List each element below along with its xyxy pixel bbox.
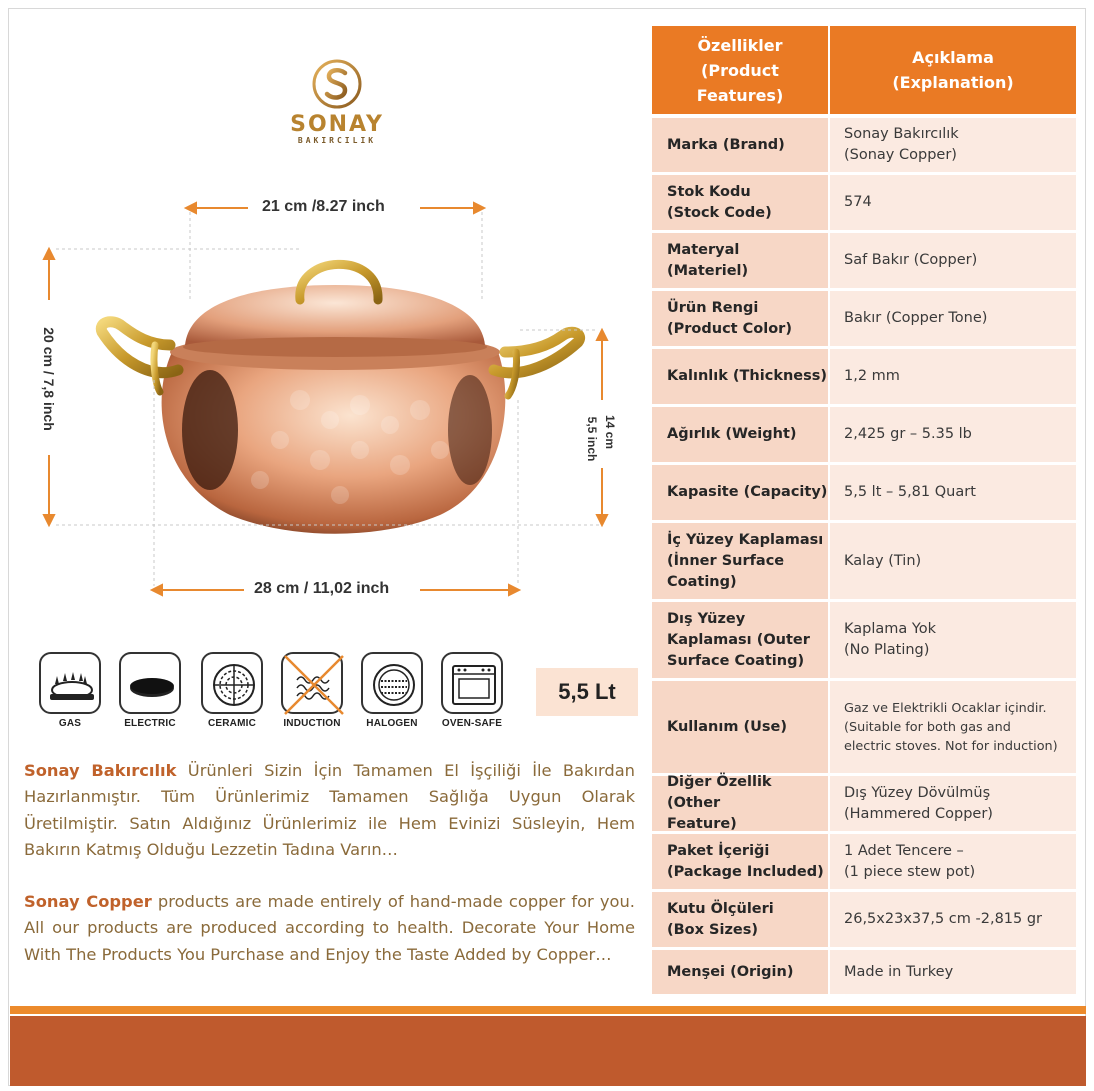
table-row bbox=[652, 465, 1076, 520]
table-row bbox=[652, 523, 1076, 599]
table-row bbox=[652, 776, 1076, 831]
gas-label: GAS bbox=[58, 718, 82, 729]
spec-table-rows bbox=[652, 118, 1076, 997]
row-value: 574 bbox=[844, 194, 872, 210]
row-key: Kalınlık (Thickness) bbox=[667, 368, 828, 384]
row-key: Kutu Ölçüleri (Box Sizes) bbox=[667, 900, 774, 938]
oven-safe-icon-box bbox=[440, 652, 504, 729]
description-en-text: products are made entirely of hand-made copper for you. All our products are produced according to health. Decorate Your Home With The Products You Purchase and Enjoy the Taste Added by Copper… bbox=[24, 892, 635, 964]
header-explanation: Açıklama (Explanation) bbox=[830, 26, 1076, 114]
row-key: Ağırlık (Weight) bbox=[667, 426, 797, 442]
row-value: 5,5 lt – 5,81 Quart bbox=[844, 484, 976, 500]
row-value: 1,2 mm bbox=[844, 368, 900, 384]
row-value: Gaz ve Elektrikli Ocaklar içindir. (Suitable for both gas and electric stoves. Not for induction) bbox=[844, 700, 1058, 754]
ceramic-icon bbox=[203, 654, 265, 716]
row-value: Made in Turkey bbox=[844, 963, 954, 980]
footer-accent-line bbox=[10, 1006, 1086, 1014]
oven-safe-icon bbox=[443, 654, 505, 716]
header-features: Özellikler (Product Features) bbox=[652, 26, 828, 114]
oven-safe-label: OVEN-SAFE bbox=[441, 718, 503, 729]
row-key: Diğer Özellik (Other Feature) bbox=[667, 774, 772, 832]
row-value: Dış Yüzey Dövülmüş (Hammered Copper) bbox=[844, 784, 993, 822]
body-height-cm-label: 14 cm bbox=[603, 414, 617, 450]
gas-icon-box bbox=[38, 652, 102, 729]
electric-icon-box bbox=[118, 652, 182, 729]
table-row bbox=[652, 407, 1076, 462]
row-value: Bakır (Copper Tone) bbox=[844, 310, 988, 326]
logo-subtitle: BAKIRCILIK bbox=[297, 136, 377, 145]
table-row bbox=[652, 681, 1076, 773]
spec-table-header bbox=[652, 26, 1076, 114]
electric-label: ELECTRIC bbox=[124, 718, 176, 729]
row-key: Kullanım (Use) bbox=[667, 718, 787, 735]
row-key: Stok Kodu (Stock Code) bbox=[667, 183, 772, 221]
table-row bbox=[652, 291, 1076, 346]
description-en-brand: Sonay Copper bbox=[24, 892, 152, 911]
footer-bar bbox=[10, 1016, 1086, 1086]
halogen-icon bbox=[363, 654, 425, 716]
row-value: 26,5x23x37,5 cm -2,815 gr bbox=[844, 911, 1043, 927]
table-row bbox=[652, 602, 1076, 678]
table-row bbox=[652, 349, 1076, 404]
description-turkish bbox=[24, 758, 635, 863]
row-key: Menşei (Origin) bbox=[667, 963, 794, 980]
table-row bbox=[652, 175, 1076, 230]
row-value: Saf Bakır (Copper) bbox=[844, 252, 978, 268]
induction-icon-box bbox=[280, 652, 344, 729]
row-key: Ürün Rengi (Product Color) bbox=[667, 299, 792, 337]
induction-label: INDUCTION bbox=[283, 718, 341, 729]
body-height-inch-label: 5,5 inch bbox=[585, 416, 599, 462]
table-row bbox=[652, 892, 1076, 947]
table-row bbox=[652, 118, 1076, 172]
ceramic-icon-box bbox=[200, 652, 264, 729]
row-value: Kalay (Tin) bbox=[844, 552, 922, 569]
halogen-icon-box bbox=[360, 652, 424, 729]
logo-name: SONAY bbox=[290, 112, 384, 137]
row-value: 2,425 gr – 5.35 lb bbox=[844, 426, 972, 442]
capacity-badge: 5,5 Lt bbox=[536, 668, 638, 716]
dimension-lines bbox=[0, 0, 650, 640]
description-tr-brand: Sonay Bakırcılık bbox=[24, 761, 177, 780]
electric-icon bbox=[121, 654, 183, 716]
total-height-label: 20 cm / 7,8 inch bbox=[41, 327, 57, 431]
row-key: Dış Yüzey Kaplaması (Outer Surface Coating) bbox=[667, 610, 810, 669]
row-value: 1 Adet Tencere – (1 piece stew pot) bbox=[844, 842, 976, 880]
halogen-label: HALOGEN bbox=[366, 718, 418, 729]
row-value: Sonay Bakırcılık (Sonay Copper) bbox=[844, 126, 959, 163]
top-width-label: 21 cm /8.27 inch bbox=[262, 198, 385, 215]
gas-icon bbox=[41, 654, 103, 716]
row-key: İç Yüzey Kaplaması (İnner Surface Coating) bbox=[667, 531, 824, 590]
description-english bbox=[24, 889, 635, 968]
row-key: Paket İçeriği (Package Included) bbox=[667, 842, 824, 880]
row-key: Materyal (Materiel) bbox=[667, 241, 749, 279]
induction-icon bbox=[283, 654, 345, 716]
row-key: Marka (Brand) bbox=[667, 136, 785, 153]
row-value: Kaplama Yok (No Plating) bbox=[844, 621, 937, 658]
description-tr-text: Ürünleri Sizin İçin Tamamen El İşçiliği İle Bakırdan Hazırlanmıştır. Tüm Ürünlerimiz Tamamen Sağlığa Uygun Olarak Üretilmiştir. Satın Aldığınız Ürünlerimiz ile Hem Evinizi Süsleyin, Hem Bakırın Katmış Olduğu Lezzetin Tadına Varın… bbox=[24, 761, 636, 859]
ceramic-label: CERAMIC bbox=[207, 718, 257, 729]
bottom-width-label: 28 cm / 11,02 inch bbox=[254, 580, 390, 597]
table-row bbox=[652, 834, 1076, 889]
table-row bbox=[652, 950, 1076, 994]
cooktop-compatibility-icons bbox=[38, 652, 508, 732]
row-key: Kapasite (Capacity) bbox=[667, 484, 828, 500]
table-row bbox=[652, 233, 1076, 288]
